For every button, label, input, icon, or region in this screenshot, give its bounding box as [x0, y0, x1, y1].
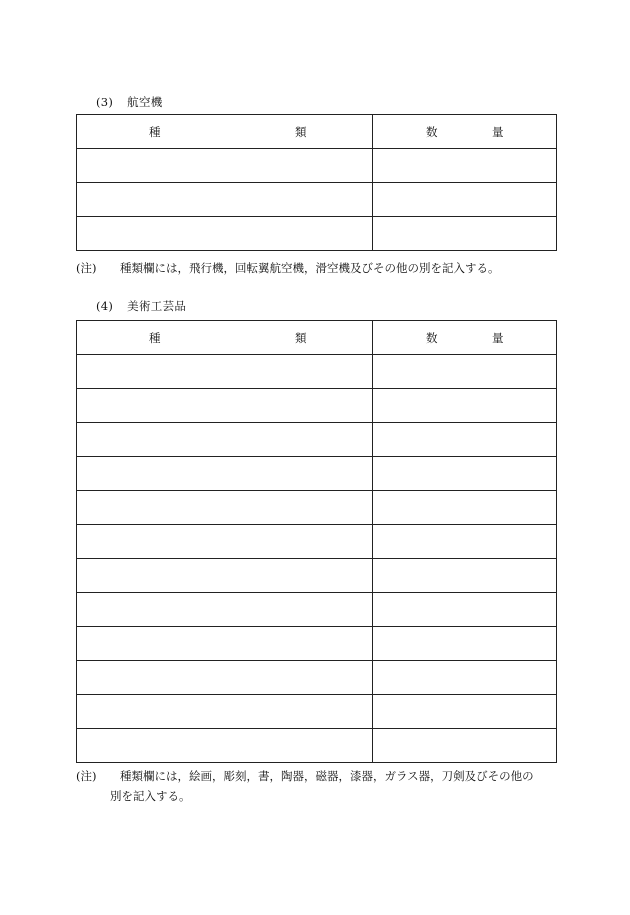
table-row [77, 149, 557, 183]
table-row [77, 457, 557, 491]
section-4-heading [96, 298, 186, 314]
table-row [77, 423, 557, 457]
art-crafts-table [76, 320, 557, 763]
section-3-title: 航空機 [127, 95, 163, 109]
quantity-cell [373, 627, 557, 661]
kind-column-header [77, 115, 373, 149]
table-row [77, 695, 557, 729]
table-row [77, 491, 557, 525]
kind-cell [77, 661, 373, 695]
kind-cell [77, 593, 373, 627]
kind-header-char-2: 類 [295, 124, 307, 139]
section-4-title: 美術工芸品 [127, 299, 187, 313]
note-text-line-1: 種類欄には，絵画，彫刻，書，陶器，磁器，漆器，ガラス器，刀剣及びその他の [120, 769, 534, 783]
table-row [77, 627, 557, 661]
quantity-header-char-1: 数 [426, 124, 438, 139]
table-header-row [77, 115, 557, 149]
table-header-row [77, 321, 557, 355]
quantity-header-char-1: 数 [426, 330, 438, 345]
table-row [77, 355, 557, 389]
kind-cell [77, 355, 373, 389]
quantity-header-char-2: 量 [492, 124, 504, 139]
table-row [77, 217, 557, 251]
table-row [77, 559, 557, 593]
section-4-note [76, 766, 566, 806]
kind-cell [77, 491, 373, 525]
kind-cell [77, 149, 373, 183]
quantity-cell [373, 729, 557, 763]
quantity-column-header [373, 321, 557, 355]
table-row [77, 661, 557, 695]
kind-cell [77, 525, 373, 559]
aircraft-table [76, 114, 557, 251]
kind-cell [77, 217, 373, 251]
kind-cell [77, 389, 373, 423]
table-row [77, 525, 557, 559]
note-tag: (注) [76, 261, 97, 275]
kind-cell [77, 559, 373, 593]
kind-header-char-1: 種 [149, 124, 161, 139]
kind-header-char-1: 種 [149, 330, 161, 345]
table-row [77, 593, 557, 627]
kind-cell [77, 183, 373, 217]
quantity-cell [373, 695, 557, 729]
section-3-note [76, 258, 566, 278]
quantity-column-header [373, 115, 557, 149]
kind-cell [77, 695, 373, 729]
quantity-cell [373, 491, 557, 525]
quantity-cell [373, 389, 557, 423]
note-text: 種類欄には，飛行機，回転翼航空機，滑空機及びその他の別を記入する。 [120, 261, 500, 275]
kind-cell [77, 627, 373, 661]
section-3-heading [96, 94, 163, 110]
table-row [77, 389, 557, 423]
kind-cell [77, 423, 373, 457]
note-tag: (注) [76, 769, 97, 783]
table-row [77, 183, 557, 217]
kind-header-char-2: 類 [295, 330, 307, 345]
section-3-number: (3) [96, 95, 114, 109]
quantity-cell [373, 355, 557, 389]
section-4-number: (4) [96, 299, 114, 313]
quantity-cell [373, 559, 557, 593]
quantity-cell [373, 217, 557, 251]
quantity-cell [373, 457, 557, 491]
table-row [77, 729, 557, 763]
quantity-cell [373, 149, 557, 183]
quantity-cell [373, 661, 557, 695]
quantity-cell [373, 525, 557, 559]
kind-cell [77, 729, 373, 763]
quantity-cell [373, 593, 557, 627]
quantity-cell [373, 423, 557, 457]
note-text-line-2: 別を記入する。 [110, 789, 191, 803]
kind-column-header [77, 321, 373, 355]
quantity-cell [373, 183, 557, 217]
quantity-header-char-2: 量 [492, 330, 504, 345]
kind-cell [77, 457, 373, 491]
